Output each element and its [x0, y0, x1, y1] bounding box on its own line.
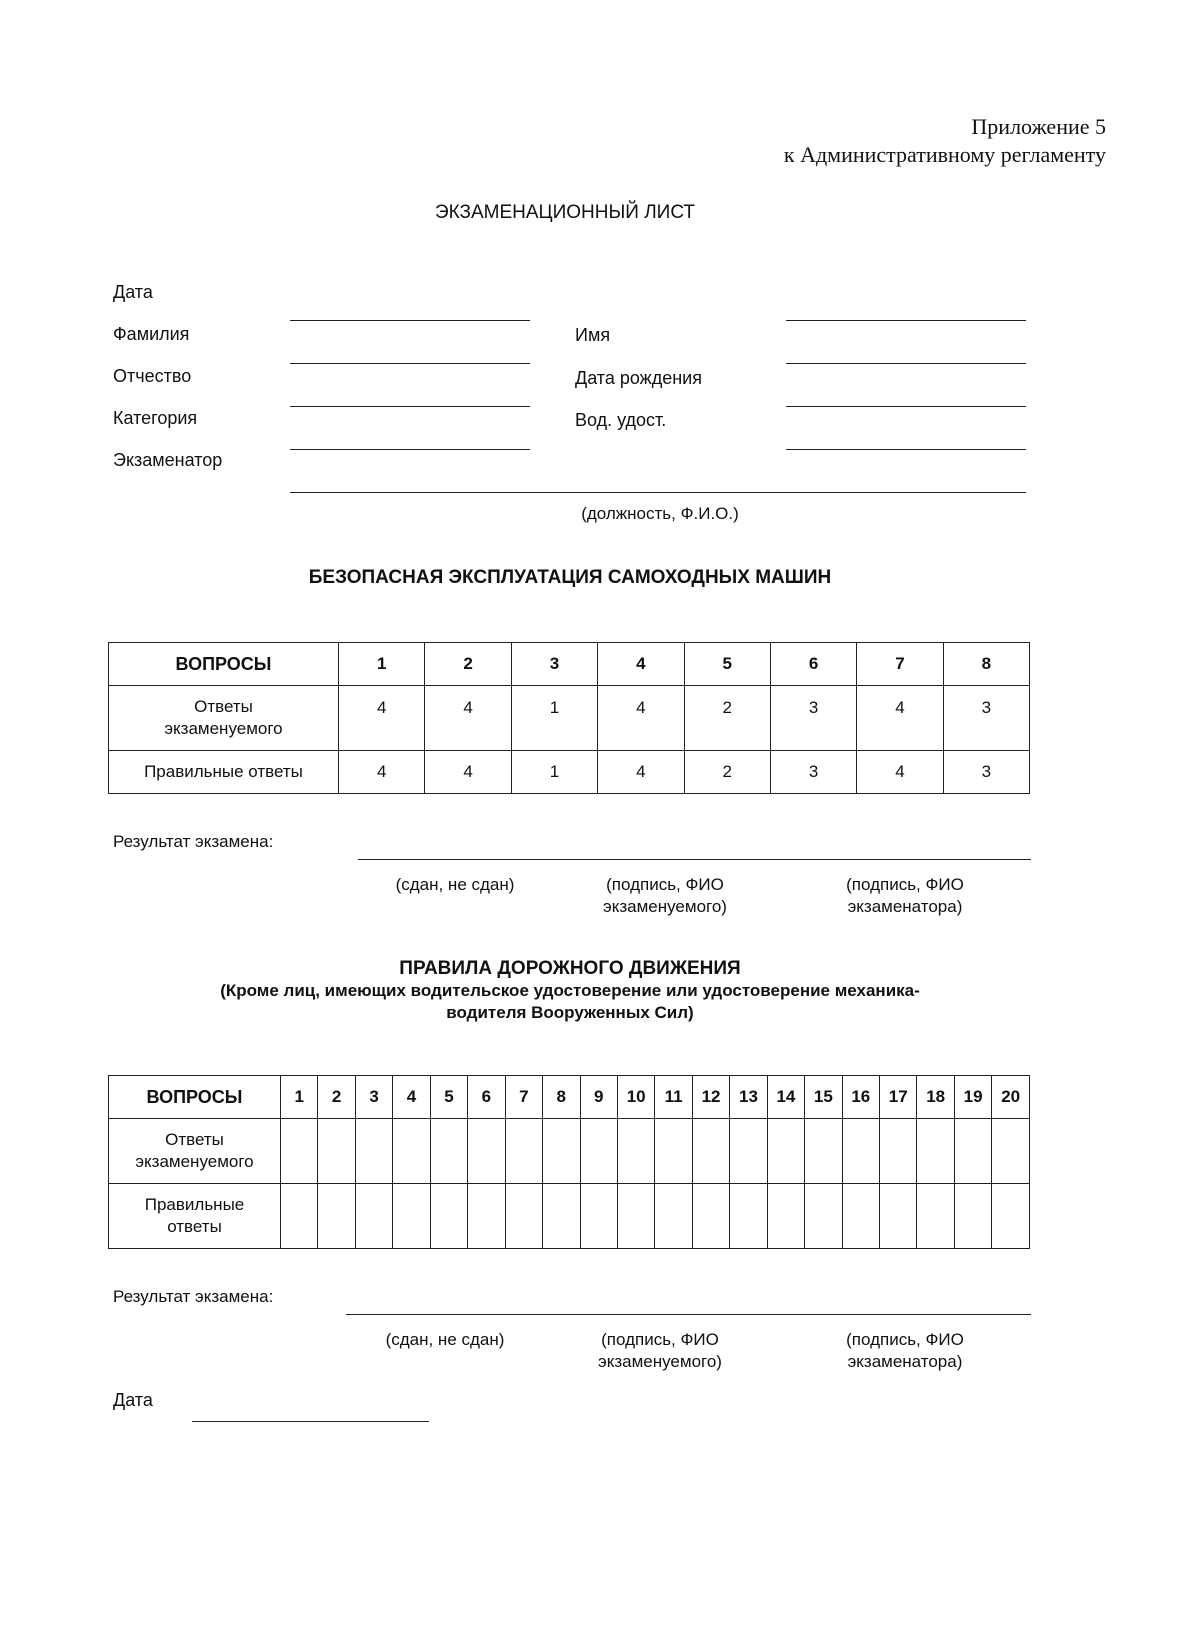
answer-cell[interactable]: 4	[857, 686, 943, 751]
section1-title: БЕЗОПАСНАЯ ЭКСПЛУАТАЦИЯ САМОХОДНЫХ МАШИН	[308, 567, 832, 588]
name-label: Имя	[575, 325, 611, 345]
question-number: 12	[692, 1076, 729, 1119]
question-number: 17	[880, 1076, 917, 1119]
correct-answer-cell[interactable]: 4	[339, 751, 425, 794]
correct-answer-cell[interactable]	[393, 1184, 430, 1249]
question-number: 1	[281, 1076, 318, 1119]
section1-result-hint: (сдан, не сдан)	[395, 875, 515, 894]
answer-cell[interactable]: 4	[339, 686, 425, 751]
question-number: 14	[767, 1076, 804, 1119]
table-row	[109, 1184, 1030, 1249]
correct-answer-cell[interactable]	[880, 1184, 917, 1249]
question-number: 9	[580, 1076, 617, 1119]
license-label: Вод. удост.	[575, 410, 667, 430]
correct-answer-cell[interactable]	[805, 1184, 842, 1249]
surname-label: Фамилия	[113, 324, 190, 344]
correct-answer-cell[interactable]: 3	[770, 751, 856, 794]
answer-cell[interactable]	[543, 1119, 580, 1184]
question-number: 5	[684, 643, 770, 686]
answer-cell[interactable]	[880, 1119, 917, 1184]
document-title: ЭКЗАМЕНАЦИОННЫЙ ЛИСТ	[434, 202, 696, 223]
question-number: 7	[505, 1076, 542, 1119]
answer-cell[interactable]	[842, 1119, 879, 1184]
section2-subtitle-line2: водителя Вооруженных Сил)	[446, 1003, 694, 1022]
section2-title: ПРАВИЛА ДОРОЖНОГО ДВИЖЕНИЯ	[399, 958, 741, 979]
birthdate-field[interactable]	[786, 406, 1026, 407]
examinee-answers-label-line2: экзаменуемого	[164, 719, 283, 738]
question-number: 20	[992, 1076, 1030, 1119]
section1-result-field[interactable]	[358, 859, 1031, 860]
question-number: 11	[655, 1076, 692, 1119]
section2-answers-table	[108, 1075, 1030, 1249]
question-number: 3	[511, 643, 597, 686]
question-number: 2	[425, 643, 511, 686]
section1-examiner-hint-line2: экзаменатора)	[847, 897, 963, 916]
question-number: 5	[430, 1076, 467, 1119]
section2-result-field[interactable]	[346, 1314, 1031, 1315]
answer-cell[interactable]: 3	[770, 686, 856, 751]
correct-answer-cell[interactable]	[617, 1184, 654, 1249]
correct-answer-cell[interactable]	[692, 1184, 729, 1249]
examiner-label: Экзаменатор	[113, 450, 223, 470]
section1-examinee-hint-line2: экзаменуемого)	[603, 897, 727, 916]
correct-answer-cell[interactable]	[730, 1184, 767, 1249]
answer-cell[interactable]	[580, 1119, 617, 1184]
section1-examiner-signature-hint	[820, 874, 990, 918]
question-number: 1	[339, 643, 425, 686]
table-row	[109, 1119, 1030, 1184]
answer-cell[interactable]	[655, 1119, 692, 1184]
correct-answer-cell[interactable]: 4	[425, 751, 511, 794]
category-label: Категория	[113, 408, 198, 428]
footer-date-label: Дата	[113, 1390, 153, 1410]
questions-header-label: ВОПРОСЫ	[109, 643, 339, 686]
section1-examiner-hint-line1: (подпись, ФИО	[846, 875, 964, 894]
section1-result-label: Результат экзамена:	[113, 832, 274, 851]
correct-answer-cell[interactable]	[468, 1184, 505, 1249]
surname-field[interactable]	[290, 363, 530, 364]
section2-examinee-hint-line2: экзаменуемого)	[598, 1352, 722, 1371]
table-header-row	[109, 643, 1030, 686]
examiner-field[interactable]	[290, 492, 1026, 493]
question-number: 4	[393, 1076, 430, 1119]
examinee-answers-label-line2: экзаменуемого	[135, 1152, 254, 1171]
section1-answers-table	[108, 642, 1030, 794]
answer-cell[interactable]	[505, 1119, 542, 1184]
answer-cell[interactable]	[692, 1119, 729, 1184]
correct-answer-cell[interactable]: 2	[684, 751, 770, 794]
section2-examiner-signature-hint	[820, 1329, 990, 1373]
question-number: 3	[355, 1076, 392, 1119]
correct-answer-cell[interactable]	[767, 1184, 804, 1249]
correct-answer-cell[interactable]	[318, 1184, 355, 1249]
examiner-hint: (должность, Ф.И.О.)	[581, 504, 739, 523]
examinee-answers-label-line1: Ответы	[194, 697, 253, 716]
correct-answer-cell[interactable]	[992, 1184, 1030, 1249]
correct-answer-cell[interactable]	[655, 1184, 692, 1249]
question-number: 19	[954, 1076, 991, 1119]
correct-answer-cell[interactable]: 4	[857, 751, 943, 794]
correct-answer-cell[interactable]	[430, 1184, 467, 1249]
answer-cell[interactable]: 4	[425, 686, 511, 751]
section2-result-hint: (сдан, не сдан)	[385, 1330, 505, 1349]
answer-cell[interactable]	[954, 1119, 991, 1184]
correct-answer-cell[interactable]	[842, 1184, 879, 1249]
section2-subtitle-line1: (Кроме лиц, имеющих водительское удостоверение или удостоверение механика-	[220, 981, 920, 1000]
correct-answer-cell[interactable]	[580, 1184, 617, 1249]
table-row	[109, 751, 1030, 794]
category-field[interactable]	[290, 449, 530, 450]
question-number: 4	[598, 643, 684, 686]
answer-cell[interactable]	[430, 1119, 467, 1184]
examinee-answers-label	[109, 686, 339, 751]
birthdate-label: Дата рождения	[575, 368, 702, 388]
answer-cell[interactable]	[318, 1119, 355, 1184]
questions-header-label: ВОПРОСЫ	[109, 1076, 281, 1119]
question-number: 6	[770, 643, 856, 686]
section2-result-label: Результат экзамена:	[113, 1287, 274, 1306]
correct-answers-label-line2: ответы	[167, 1217, 222, 1236]
appendix-number: Приложение 5	[971, 114, 1106, 139]
answer-cell[interactable]: 1	[511, 686, 597, 751]
correct-answer-cell[interactable]	[355, 1184, 392, 1249]
answer-cell[interactable]	[767, 1119, 804, 1184]
correct-answer-cell[interactable]	[954, 1184, 991, 1249]
answer-cell[interactable]: 4	[598, 686, 684, 751]
question-number: 16	[842, 1076, 879, 1119]
correct-answers-label	[109, 1184, 281, 1249]
correct-answer-cell[interactable]	[543, 1184, 580, 1249]
question-number: 13	[730, 1076, 767, 1119]
answer-cell[interactable]	[805, 1119, 842, 1184]
answer-cell[interactable]	[281, 1119, 318, 1184]
answer-cell[interactable]: 2	[684, 686, 770, 751]
question-number: 10	[617, 1076, 654, 1119]
section1-examinee-signature-hint	[580, 874, 750, 918]
answer-cell[interactable]	[355, 1119, 392, 1184]
question-number: 6	[468, 1076, 505, 1119]
answer-cell[interactable]	[917, 1119, 954, 1184]
answer-cell[interactable]	[730, 1119, 767, 1184]
footer-date-field[interactable]	[192, 1421, 429, 1422]
question-number: 2	[318, 1076, 355, 1119]
date-label: Дата	[113, 282, 153, 302]
answer-cell[interactable]	[992, 1119, 1030, 1184]
correct-answer-cell[interactable]	[281, 1184, 318, 1249]
section2-examiner-hint-line1: (подпись, ФИО	[846, 1330, 964, 1349]
question-number: 8	[943, 643, 1029, 686]
question-number: 15	[805, 1076, 842, 1119]
date-right-field[interactable]	[786, 320, 1026, 321]
section2-examinee-hint-line1: (подпись, ФИО	[601, 1330, 719, 1349]
examinee-answers-label-line1: Ответы	[165, 1130, 224, 1149]
correct-answer-cell[interactable]: 4	[598, 751, 684, 794]
question-number: 8	[543, 1076, 580, 1119]
date-field[interactable]	[290, 320, 530, 321]
correct-answer-cell[interactable]	[917, 1184, 954, 1249]
patronymic-field[interactable]	[290, 406, 530, 407]
answer-cell[interactable]	[393, 1119, 430, 1184]
examinee-answers-label	[109, 1119, 281, 1184]
correct-answer-cell[interactable]: 1	[511, 751, 597, 794]
answer-cell[interactable]	[617, 1119, 654, 1184]
patronymic-label: Отчество	[113, 366, 192, 386]
question-number: 18	[917, 1076, 954, 1119]
section1-examinee-hint-line1: (подпись, ФИО	[606, 875, 724, 894]
name-field[interactable]	[786, 363, 1026, 364]
section2-examinee-signature-hint	[575, 1329, 745, 1373]
regulation-reference: к Административному регламенту	[783, 142, 1106, 167]
table-header-row	[109, 1076, 1030, 1119]
correct-answers-label: Правильные ответы	[109, 751, 339, 794]
answer-cell[interactable]: 3	[943, 686, 1029, 751]
question-number: 7	[857, 643, 943, 686]
table-row	[109, 686, 1030, 751]
answer-cell[interactable]	[468, 1119, 505, 1184]
section2-examiner-hint-line2: экзаменатора)	[847, 1352, 963, 1371]
correct-answer-cell[interactable]	[505, 1184, 542, 1249]
license-field[interactable]	[786, 449, 1026, 450]
correct-answers-label-line1: Правильные	[144, 1195, 245, 1214]
correct-answer-cell[interactable]: 3	[943, 751, 1029, 794]
